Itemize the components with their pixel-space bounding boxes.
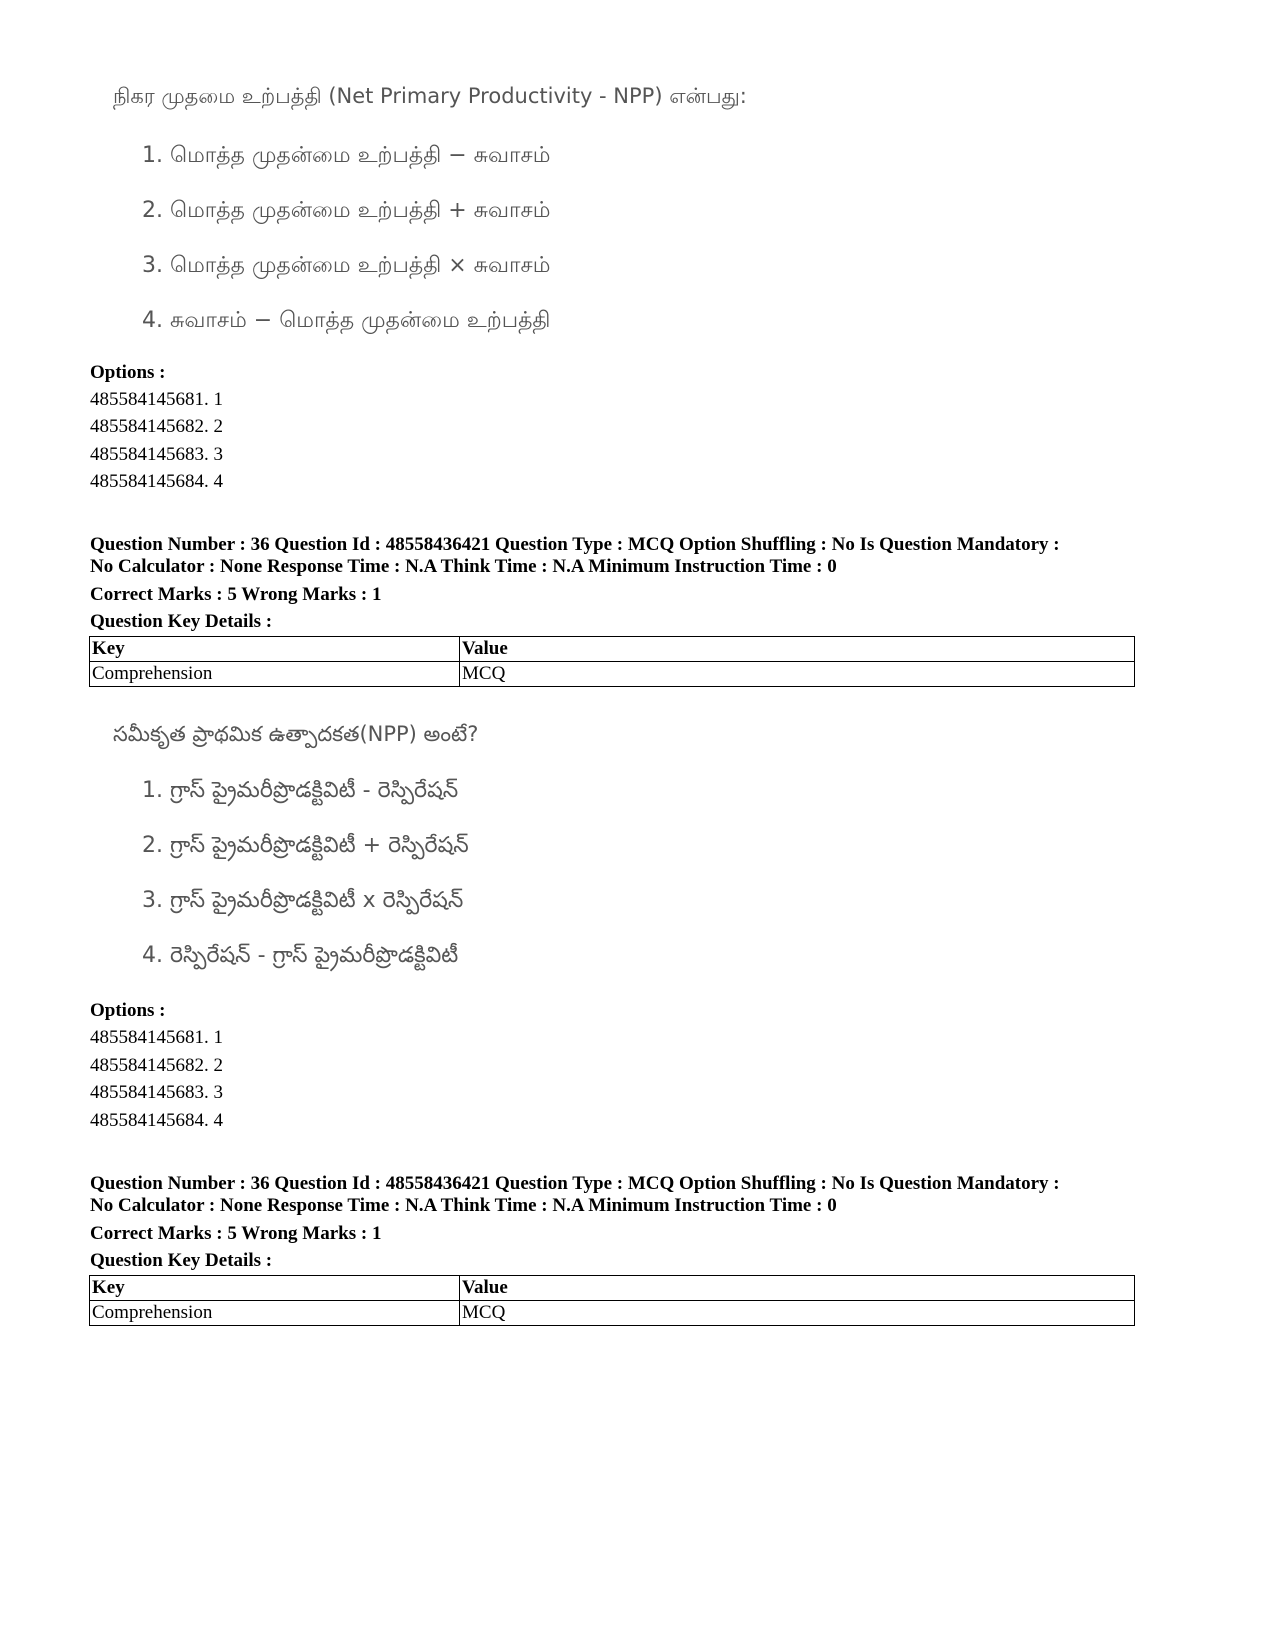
- question-meta-line-2: No Calculator : None Response Time : N.A Think Time : N.A Minimum Instruction Time : 0: [90, 556, 837, 577]
- option-item: 485584145681. 1: [90, 1027, 223, 1048]
- question-stem: సమీకృత ప్రాథమిక ఉత్పాదకత(NPP) అంటే?: [113, 722, 479, 746]
- option-item: 485584145683. 3: [90, 1082, 223, 1103]
- table-cell: Comprehension: [90, 662, 460, 687]
- option-item: 485584145683. 3: [90, 444, 223, 465]
- key-details-label: Question Key Details :: [90, 1250, 273, 1271]
- key-table: [89, 636, 1135, 687]
- marks-line: Correct Marks : 5 Wrong Marks : 1: [90, 584, 382, 605]
- table-header-row: [90, 637, 1135, 662]
- table-row: [90, 1301, 1135, 1326]
- key-details-label: Question Key Details :: [90, 611, 273, 632]
- option-item: 485584145682. 2: [90, 1055, 223, 1076]
- question-choice-2: 2. மொத்த முதன்மை உற்பத்தி + சுவாசம்: [142, 198, 551, 223]
- option-item: 485584145681. 1: [90, 389, 223, 410]
- question-choice-4: 4. రెస్పిరేషన్ - గ్రాస్ ప్రైమరీప్రొడక్టివిటీ: [142, 943, 459, 968]
- question-choice-2: 2. గ్రాస్ ప్రైమరీప్రొడక్టివిటీ + రెస్పిరేషన్: [142, 833, 469, 858]
- question-choice-1: 1. மொத்த முதன்மை உற்பத்தி − சுவாசம்: [142, 143, 551, 168]
- table-cell: Comprehension: [90, 1301, 460, 1326]
- table-header-cell: Value: [460, 1276, 1135, 1301]
- option-item: 485584145682. 2: [90, 416, 223, 437]
- option-item: 485584145684. 4: [90, 1110, 223, 1131]
- option-item: 485584145684. 4: [90, 471, 223, 492]
- question-stem: நிகர முதமை உற்பத்தி (Net Primary Productivity - NPP) என்பது:: [113, 84, 747, 108]
- table-header-row: [90, 1276, 1135, 1301]
- question-choice-3: 3. గ్రాస్ ప్రైమరీప్రొడక్టివిటీ x రెస్పిరేషన్: [142, 888, 464, 913]
- marks-line: Correct Marks : 5 Wrong Marks : 1: [90, 1223, 382, 1244]
- table-cell: MCQ: [460, 662, 1135, 687]
- question-image-tamil: [0, 0, 1275, 350]
- table-header-cell: Key: [90, 1276, 460, 1301]
- question-meta-line-1: Question Number : 36 Question Id : 48558436421 Question Type : MCQ Option Shuffling : No Is Question Mandatory :: [90, 534, 1060, 555]
- question-choice-3: 3. மொத்த முதன்மை உற்பத்தி × சுவாசம்: [142, 253, 551, 278]
- table-header-cell: Key: [90, 637, 460, 662]
- key-table: [89, 1275, 1135, 1326]
- question-image-telugu: [0, 700, 1275, 990]
- options-label: Options :: [90, 1000, 166, 1021]
- options-label: Options :: [90, 362, 166, 383]
- table-row: [90, 662, 1135, 687]
- question-meta-line-2: No Calculator : None Response Time : N.A Think Time : N.A Minimum Instruction Time : 0: [90, 1195, 837, 1216]
- question-choice-4: 4. சுவாசம் − மொத்த முதன்மை உற்பத்தி: [142, 308, 551, 333]
- table-cell: MCQ: [460, 1301, 1135, 1326]
- question-meta-line-1: Question Number : 36 Question Id : 48558436421 Question Type : MCQ Option Shuffling : No Is Question Mandatory :: [90, 1173, 1060, 1194]
- table-header-cell: Value: [460, 637, 1135, 662]
- question-choice-1: 1. గ్రాస్ ప్రైమరీప్రొడక్టివిటీ - రెస్పిరేషన్: [142, 778, 459, 803]
